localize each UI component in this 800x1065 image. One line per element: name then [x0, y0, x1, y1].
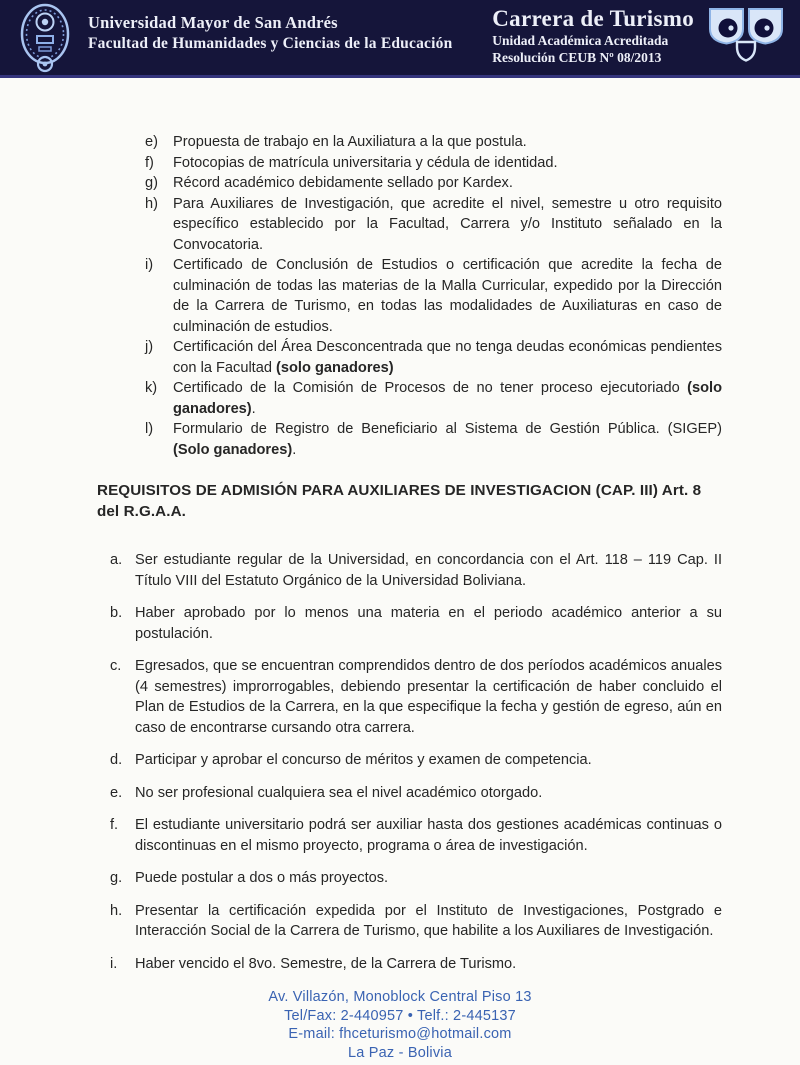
list-item-label: f) [145, 154, 154, 171]
list-item [110, 750, 722, 771]
section-heading: REQUISITOS DE ADMISIÓN PARA AUXILIARES DE INVESTIGACION (CAP. III) Art. 8 del R.G.A.A. [97, 482, 702, 520]
list-item-label: h) [145, 195, 158, 212]
list-item-label: k) [145, 380, 158, 396]
list-item-text: Egresados, que se encuentran comprendidos dentro de dos períodos académicos anuales (4 semestres) improrrogables, debiendo presentar la certificación de haber concluido el Plan de Estudios de la Carrera, en la que especifique la fecha y gestión de egreso, aún en caso de encontrarse cursando otra carrera. [135, 658, 722, 736]
requirements-list-primary [145, 132, 722, 460]
list-item-text: Haber aprobado por lo menos una materia en el periodo académico anterior a su postulación. [135, 605, 722, 642]
list-item [110, 868, 722, 889]
list-item [145, 173, 722, 194]
list-item [145, 194, 722, 256]
list-item-label: i. [110, 955, 118, 972]
footer-phone-line: Tel/Fax: 2-440957 • Telf.: 2-445137 [284, 1007, 516, 1024]
list-item-text: Certificado de Conclusión de Estudios o certificación que acredite la fecha de culminación de todas las materias de la Malla Curricular, expedido por la Dirección de la Carrera de Turismo, en todas las modalidades de Auxiliaturas en caso de culminación de estudios. [173, 257, 722, 335]
career-title-block [492, 4, 694, 66]
list-item [110, 656, 722, 738]
footer-address-line: Av. Villazón, Monoblock Central Piso 13 [268, 989, 532, 1005]
list-item [145, 132, 722, 153]
list-item-label: f. [110, 817, 119, 833]
list-item-text: Puede postular a dos o más proyectos. [135, 870, 389, 886]
footer-city-line: La Paz - Bolivia [348, 1044, 452, 1061]
list-item-text: Propuesta de trabajo en la Auxiliatura a la que postula. [173, 134, 527, 150]
list-item [110, 603, 722, 644]
institution-name-block [88, 3, 452, 54]
list-item [145, 378, 722, 419]
list-item-text: Récord académico debidamente sellado por Kardex. [173, 175, 513, 191]
list-item-label: i) [145, 257, 154, 273]
list-item-label: e) [145, 134, 158, 150]
list-item [110, 783, 722, 804]
list-item-label: j) [145, 339, 154, 355]
list-item-label: c. [110, 658, 122, 674]
university-name: Universidad Mayor de San Andrés [88, 13, 338, 32]
list-item-text: No ser profesional cualquiera sea el nivel académico otorgado. [135, 784, 543, 801]
list-item-text: Participar y aprobar el concurso de méritos y examen de competencia. [135, 752, 592, 768]
list-item [145, 153, 722, 174]
list-item-text: Certificación del Área Desconcentrada que no tenga deudas económicas pendientes con la Facultad (solo ganadores) [173, 339, 722, 376]
list-item-label: g. [110, 870, 123, 886]
turismo-owl-logo [706, 4, 786, 68]
list-item [145, 337, 722, 378]
list-item-label: d. [110, 752, 123, 768]
list-item-text: Formulario de Registro de Beneficiario al Sistema de Gestión Pública. (SIGEP) (Solo ganadores). [173, 421, 722, 458]
list-item-label: l) [145, 421, 154, 437]
list-item-label: a. [110, 552, 123, 568]
list-item-text: Certificado de la Comisión de Procesos de no tener proceso ejecutoriado (solo ganadores). [173, 380, 722, 417]
footer-email-line: E-mail: fhceturismo@hotmail.com [288, 1026, 512, 1042]
accreditation-line: Unidad Académica Acreditada [492, 33, 669, 48]
list-item-text: Para Auxiliares de Investigación, que acredite el nivel, semestre u otro requisito específico establecido por la Facultad, Carrera y/o Instituto señalado en la Convocatoria. [173, 195, 722, 253]
list-item-label: h. [110, 902, 123, 919]
letterhead-left [0, 0, 452, 73]
umsa-emblem-logo [16, 3, 74, 73]
resolution-line: Resolución CEUB Nº 08/2013 [492, 50, 662, 65]
list-item [110, 550, 722, 591]
list-item-label: e. [110, 784, 123, 801]
list-item-label: b. [110, 605, 123, 621]
career-title: Carrera de Turismo [492, 6, 694, 31]
faculty-name: Facultad de Humanidades y Ciencias de la Educación [88, 35, 453, 52]
list-item-text: Fotocopias de matrícula universitaria y cédula de identidad. [173, 154, 558, 171]
list-item [145, 419, 722, 460]
list-item-label: g) [145, 175, 158, 191]
list-item [110, 901, 722, 942]
requirements-list-secondary [110, 550, 722, 974]
list-item [145, 255, 722, 337]
letterhead-banner [0, 0, 800, 78]
document-body [0, 78, 800, 986]
list-item [110, 954, 722, 975]
letterhead-right [492, 0, 800, 68]
list-item-text: Presentar la certificación expedida por el Instituto de Investigaciones, Postgrado e Interacción Social de la Carrera de Turismo, que habilite a los Auxiliares de Investigación. [135, 902, 722, 939]
footer-contact-block [0, 988, 800, 1062]
list-item-text: El estudiante universitario podrá ser auxiliar hasta dos gestiones académicas continuas o discontinuas en el mismo proyecto, programa o área de investigación. [135, 817, 722, 854]
list-item-text: Haber vencido el 8vo. Semestre, de la Carrera de Turismo. [135, 955, 517, 972]
list-item-text: Ser estudiante regular de la Universidad, en concordancia con el Art. 118 – 119 Cap. II Título VIII del Estatuto Orgánico de la Universidad Boliviana. [135, 552, 722, 589]
list-item [110, 815, 722, 856]
